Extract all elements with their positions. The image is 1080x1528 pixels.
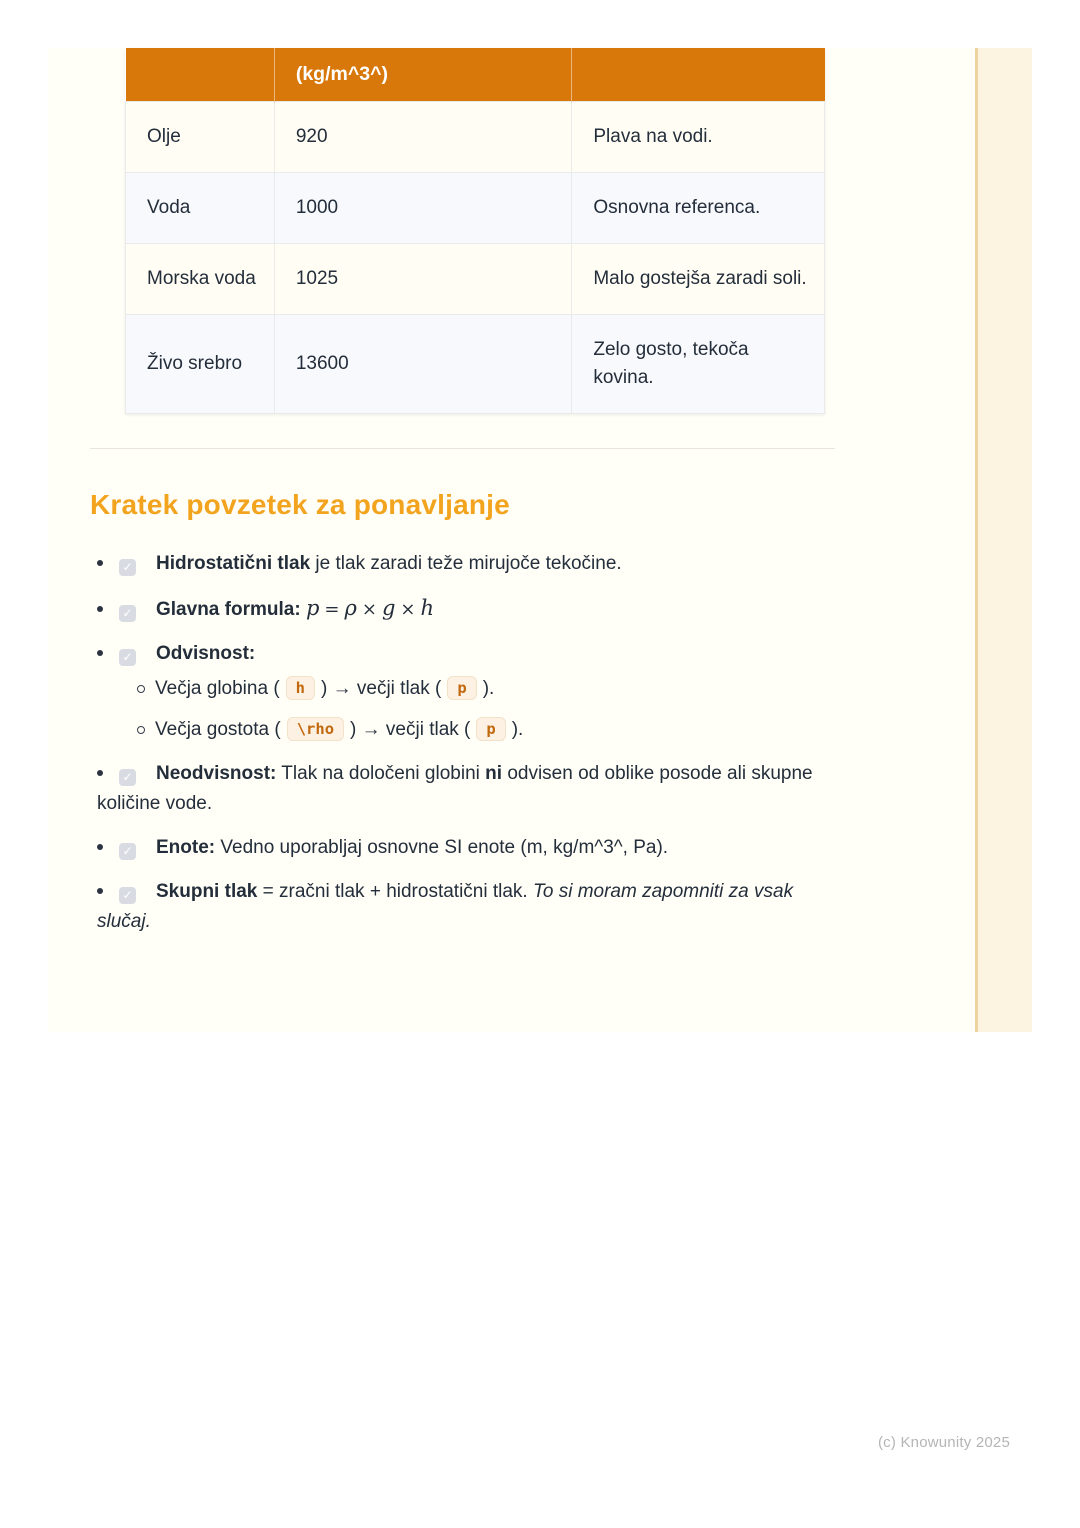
- checked-checkbox-icon[interactable]: [119, 843, 136, 860]
- liquid-name-cell: Voda: [126, 173, 275, 244]
- check-glyph: ✓: [122, 888, 133, 902]
- item-italic-text: To si moram zapomniti za vsak slučaj.: [97, 881, 794, 932]
- bullet-icon: [97, 560, 103, 566]
- list-item: [97, 639, 835, 745]
- note-cell: Osnovna referenca.: [572, 173, 825, 244]
- check-glyph: ✓: [122, 560, 133, 574]
- checked-checkbox-icon[interactable]: [119, 559, 136, 576]
- formula-times: ×: [400, 599, 416, 620]
- checked-checkbox-icon[interactable]: [119, 887, 136, 904]
- item-bold-label: Skupni tlak: [156, 881, 258, 902]
- sub-item-text: ) → večji tlak (: [321, 678, 442, 699]
- page-edge-accent-strip: [978, 48, 1032, 1032]
- density-unit-header: (kg/m^3^): [274, 48, 572, 102]
- sub-item-text: Večja globina (: [155, 678, 280, 699]
- dependency-sublist: [97, 673, 835, 745]
- sub-item-text: ) → večji tlak (: [350, 719, 471, 740]
- bullet-icon: [97, 888, 103, 894]
- checked-checkbox-icon[interactable]: [119, 605, 136, 622]
- item-text: Vedno uporabljaj osnovne SI enote (m, kg/m^3^, Pa).: [215, 837, 669, 858]
- formula-equals: =: [324, 599, 340, 620]
- summary-heading: Kratek povzetek za ponavljanje: [90, 489, 510, 520]
- formula: [305, 596, 435, 620]
- item-bold-label: Glavna formula:: [156, 599, 301, 620]
- check-glyph: ✓: [122, 650, 133, 664]
- item-text: = zračni tlak + hidrostatični tlak.: [257, 881, 533, 902]
- liquid-column-header: [126, 48, 275, 102]
- sub-list-item: [137, 714, 835, 745]
- formula-var-p: p: [305, 596, 320, 620]
- table-header-row: [126, 48, 825, 102]
- list-item: [97, 759, 835, 819]
- copyright-text: (c) Knowunity 2025: [877, 1434, 1010, 1451]
- inline-code-rho: \rho: [287, 717, 344, 741]
- sub-item-text: ).: [511, 719, 524, 740]
- list-item: [97, 593, 835, 625]
- item-bold-label: Neodvisnost:: [156, 763, 277, 784]
- section-divider: [90, 448, 835, 449]
- bullet-icon: [97, 844, 103, 850]
- item-bold-label: Odvisnost:: [156, 643, 256, 664]
- density-value-cell: 920: [274, 102, 572, 173]
- formula-var-rho: ρ: [344, 596, 357, 620]
- document-card: [48, 48, 1032, 1032]
- bullet-icon: [97, 650, 103, 656]
- density-table-container: [125, 48, 825, 414]
- density-value-cell: 1025: [274, 244, 572, 315]
- table-row: [126, 244, 825, 315]
- summary-checklist: [90, 549, 835, 937]
- liquid-name-cell: Olje: [126, 102, 275, 173]
- density-table: [125, 48, 825, 414]
- note-cell: Malo gostejša zaradi soli.: [572, 244, 825, 315]
- sub-item-text: Večja gostota (: [155, 719, 281, 740]
- item-text: odvisen od oblike posode ali skupne količine vode.: [97, 763, 813, 814]
- item-bold-word: ni: [485, 763, 503, 784]
- item-bold-label: Enote:: [156, 837, 216, 858]
- table-row: [126, 315, 825, 414]
- sub-item-text: ).: [482, 678, 495, 699]
- note-cell: Plava na vodi.: [572, 102, 825, 173]
- note-column-header: [572, 48, 825, 102]
- formula-times: ×: [361, 599, 377, 620]
- document-content: [90, 48, 835, 951]
- inline-code-p: p: [476, 717, 505, 741]
- circle-bullet-icon: [137, 726, 145, 734]
- item-text: je tlak zaradi teže mirujoče tekočine.: [310, 553, 622, 574]
- formula-var-h: h: [420, 596, 435, 620]
- table-row: [126, 173, 825, 244]
- item-bold-label: Hidrostatični tlak: [156, 553, 311, 574]
- formula-var-g: g: [381, 596, 396, 620]
- liquid-name-cell: Živo srebro: [126, 315, 275, 414]
- sub-list-item: [137, 673, 835, 704]
- density-value-cell: 13600: [274, 315, 572, 414]
- check-glyph: ✓: [122, 844, 133, 858]
- density-value-cell: 1000: [274, 173, 572, 244]
- bullet-icon: [97, 770, 103, 776]
- checked-checkbox-icon[interactable]: [119, 649, 136, 666]
- liquid-name-cell: Morska voda: [126, 244, 275, 315]
- check-glyph: ✓: [122, 770, 133, 784]
- note-cell: Zelo gosto, tekoča kovina.: [572, 315, 825, 414]
- check-glyph: ✓: [122, 606, 133, 620]
- item-text: Tlak na določeni globini: [276, 763, 486, 784]
- table-row: [126, 102, 825, 173]
- inline-code-p: p: [447, 676, 476, 700]
- circle-bullet-icon: [137, 685, 145, 693]
- list-item: [97, 549, 835, 579]
- list-item: [97, 833, 835, 863]
- bullet-icon: [97, 606, 103, 612]
- inline-code-h: h: [286, 676, 315, 700]
- checked-checkbox-icon[interactable]: [119, 769, 136, 786]
- list-item: [97, 877, 835, 937]
